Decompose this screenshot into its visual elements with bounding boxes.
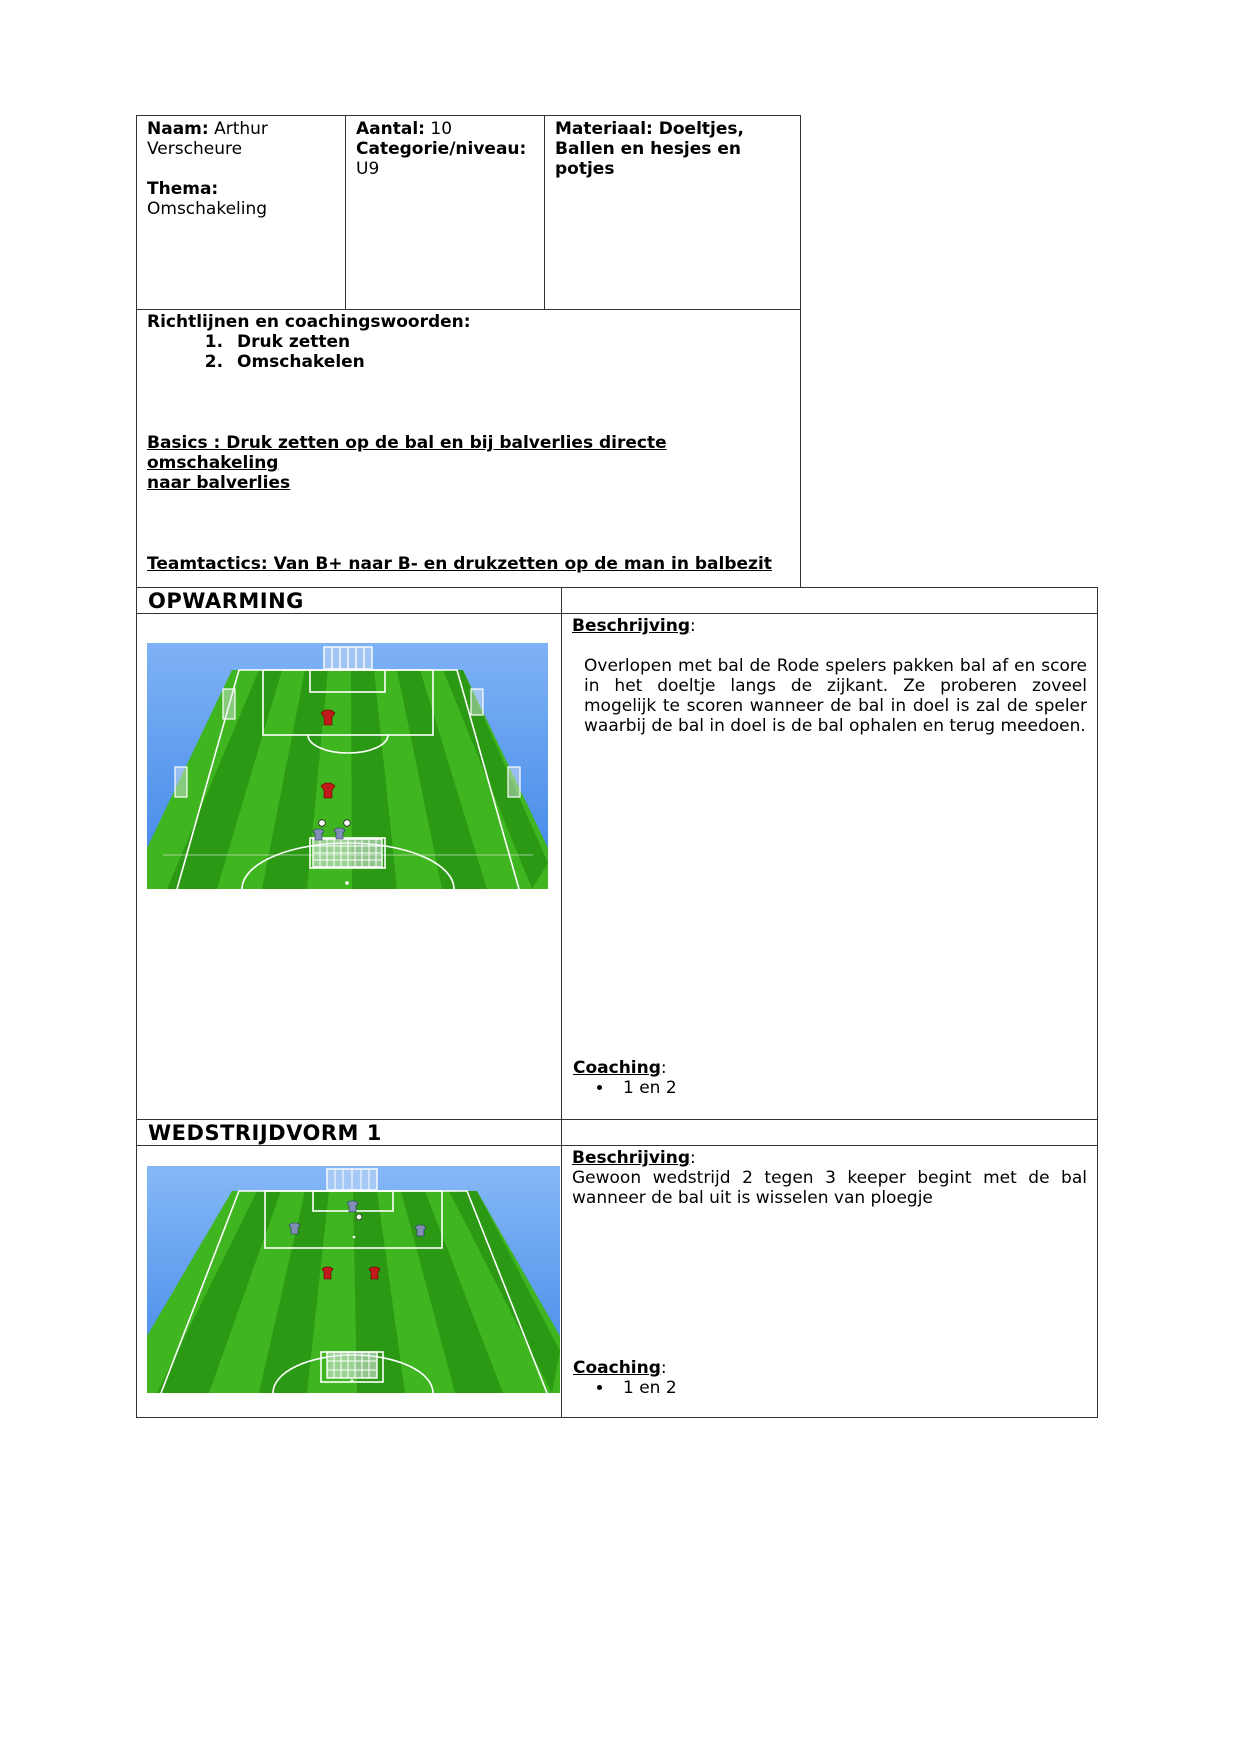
warmup-coaching: Coaching: • 1 en 2	[573, 1058, 1073, 1098]
match1-coaching-label: Coaching	[573, 1358, 661, 1378]
material-line-2: Ballen en hesjes en	[555, 139, 741, 159]
count-label: Aantal:	[356, 119, 425, 139]
warmup-title: OPWARMING	[148, 589, 304, 613]
guidelines-list	[147, 332, 790, 372]
theme-value: Omschakeling	[147, 199, 268, 219]
name-last: Verscheure	[147, 139, 243, 159]
warmup-title-cell-right	[561, 587, 1098, 614]
teamtactics: Teamtactics: Van B+ naar B- en drukzetten op de man in balbezit	[147, 554, 772, 574]
match1-pitch-image	[147, 1166, 560, 1393]
match1-description: Gewoon wedstrijd 2 tegen 3 keeper begint met de bal wanneer de bal uit is wisselen van ploegje	[572, 1168, 1087, 1208]
warmup-description-label: Beschrijving	[572, 616, 691, 636]
match1-text-cell: Beschrijving: Gewoon wedstrijd 2 tegen 3 keeper begint met de bal wanneer de bal uit is wisselen van ploegje	[561, 1145, 1098, 1418]
coaching-item: • 1 en 2	[614, 1378, 1073, 1398]
match1-coaching-list	[573, 1378, 1073, 1398]
match1-title-cell	[136, 1119, 562, 1146]
warmup-pitch-image	[147, 643, 548, 889]
name-first: Arthur	[214, 119, 268, 139]
warmup-coaching-label: Coaching	[573, 1058, 661, 1078]
warmup-text-cell: Beschrijving: Overlopen met bal de Rode spelers pakken bal af en score in het doeltje langs de zijkant. Ze proberen zoveel mogelijk te scoren wanneer de bal in doel is zal de speler waarbij de bal in doel is de bal ophalen en terug meedoen.	[561, 613, 1098, 1120]
material-line-3: potjes	[555, 159, 615, 179]
basics-line-1: Basics : Druk zetten op de bal en bij balverlies directe omschakeling	[147, 433, 667, 473]
guideline-item: 2. Omschakelen	[229, 352, 790, 372]
guidelines-cell	[136, 309, 801, 588]
basics-line-2: naar balverlies	[147, 473, 291, 493]
header-cell-material	[544, 115, 801, 310]
warmup-description: Overlopen met bal de Rode spelers pakken bal af en score in het doeltje langs de zijkant. Ze proberen zoveel mogelijk te scoren wanneer de bal in doel is zal de speler waarbij de bal in doel is de bal ophalen en terug meedoen.	[584, 656, 1087, 736]
warmup-coaching-list	[573, 1078, 1073, 1098]
coaching-item: • 1 en 2	[614, 1078, 1073, 1098]
match1-title: WEDSTRIJDVORM 1	[148, 1121, 382, 1145]
material-line-1: Materiaal: Doeltjes,	[555, 119, 744, 139]
guidelines-title: Richtlijnen en coachingswoorden:	[147, 312, 471, 332]
match1-title-cell-right	[561, 1119, 1098, 1146]
name-label: Naam:	[147, 119, 209, 139]
category-value: U9	[356, 159, 380, 179]
match1-description-label: Beschrijving	[572, 1148, 691, 1168]
guideline-item: 1. Druk zetten	[229, 332, 790, 352]
warmup-title-cell	[136, 587, 562, 614]
header-cell-name	[136, 115, 346, 310]
header-cell-count	[345, 115, 545, 310]
count-value: 10	[430, 119, 453, 139]
category-label: Categorie/niveau:	[356, 139, 527, 159]
theme-label: Thema:	[147, 179, 219, 199]
match1-coaching: Coaching: • 1 en 2	[573, 1358, 1073, 1398]
